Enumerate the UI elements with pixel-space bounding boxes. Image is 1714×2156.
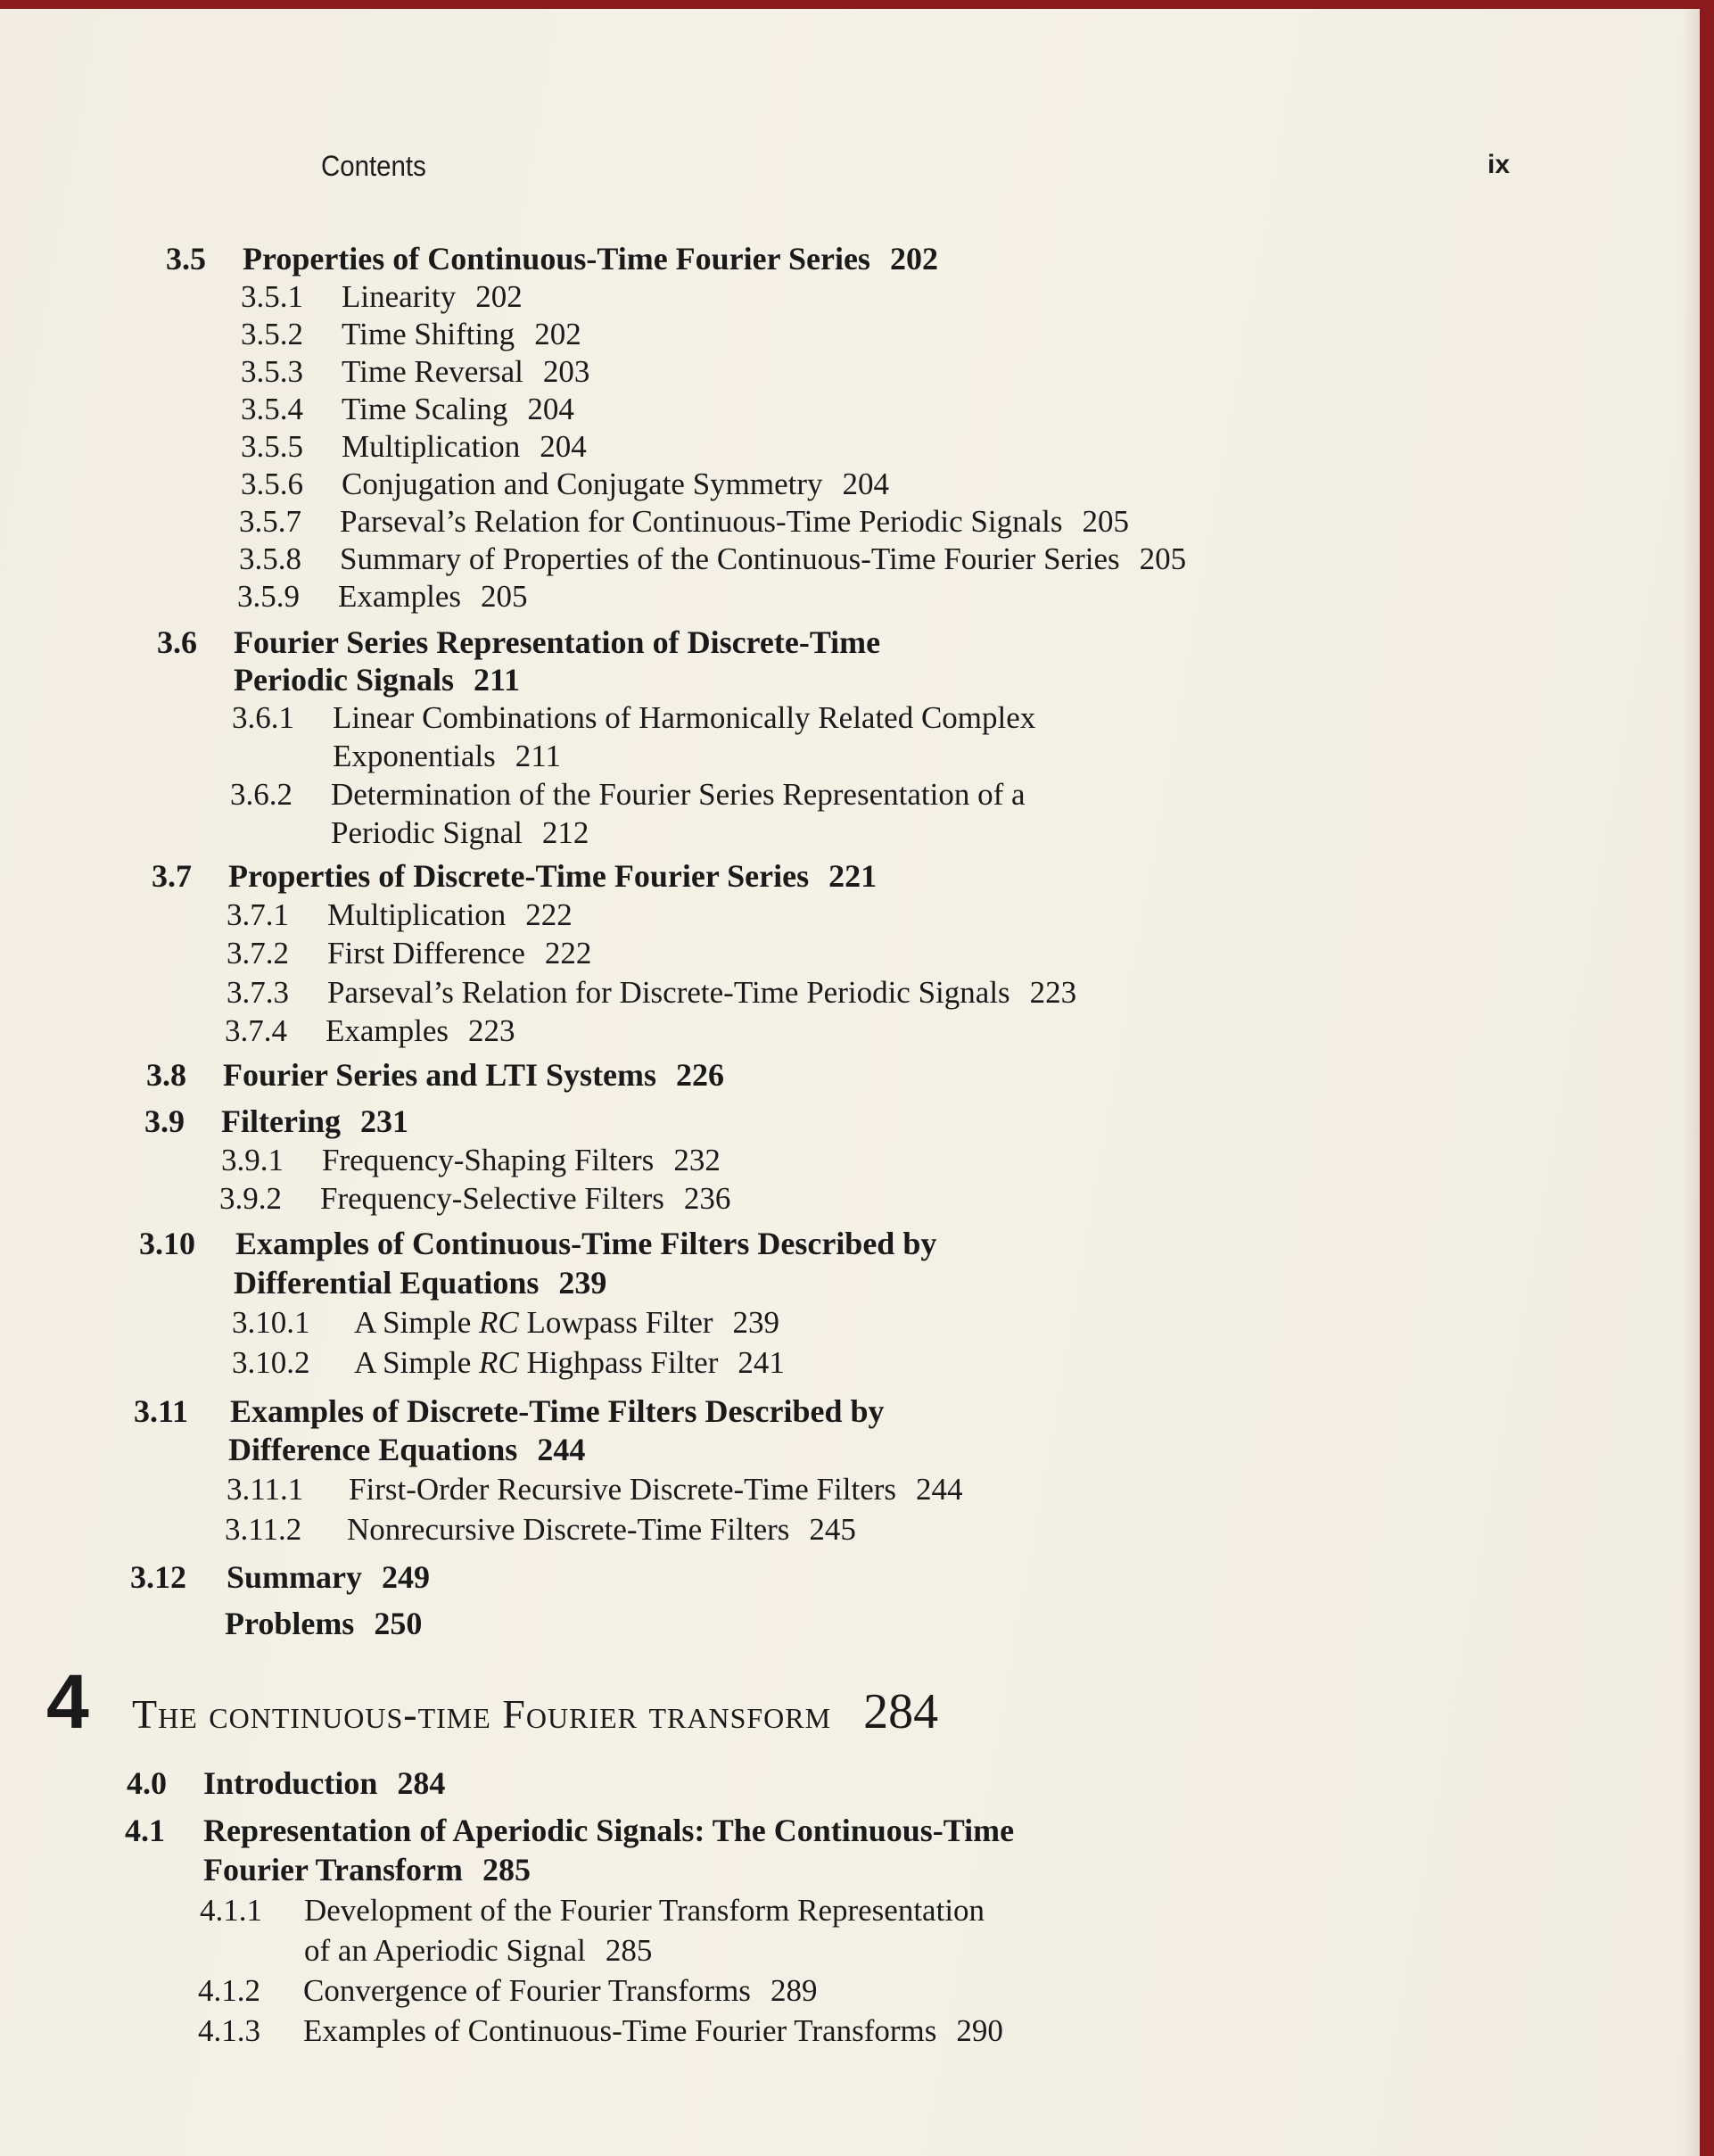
toc-subsection-3-5-6: 3.5.6 Conjugation and Conjugate Symmetry 204	[241, 467, 890, 501]
toc-subsection-3-6-1: 3.6.1 Linear Combinations of Harmonically Related Complex	[232, 700, 1036, 735]
toc-section-4-0: 4.0 Introduction 284	[127, 1765, 446, 1801]
toc-section-3-5: 3.5 Properties of Continuous-Time Fourier Series 202	[166, 241, 938, 277]
toc-subsection-4-1-1-cont: of an Aperiodic Signal 285	[304, 1933, 653, 1968]
toc-subsection-3-6-2: 3.6.2 Determination of the Fourier Series Representation of a	[230, 777, 1026, 812]
toc-subsection-3-7-3: 3.7.3 Parseval’s Relation for Discrete-Time Periodic Signals 223	[227, 975, 1077, 1010]
toc-subsection-3-5-5: 3.5.5 Multiplication 204	[241, 429, 587, 464]
toc-section-3-10: 3.10 Examples of Continuous-Time Filters Described by	[139, 1226, 937, 1261]
toc-section-3-11: 3.11 Examples of Discrete-Time Filters Described by	[134, 1393, 885, 1429]
toc-subsection-3-7-4: 3.7.4 Examples 223	[225, 1013, 515, 1048]
toc-subsection-3-7-1: 3.7.1 Multiplication 222	[227, 897, 573, 932]
toc-subsection-4-1-2: 4.1.2 Convergence of Fourier Transforms 289	[198, 1973, 818, 2008]
toc-subsection-4-1-3: 4.1.3 Examples of Continuous-Time Fourier Transforms 290	[198, 2013, 1003, 2048]
toc-subsection-3-5-7: 3.5.7 Parseval’s Relation for Continuous-Time Periodic Signals 205	[239, 504, 1129, 539]
toc-section-4-1-cont: Fourier Transform 285	[203, 1852, 531, 1888]
toc-subsection-3-6-1-cont: Exponentials 211	[333, 739, 561, 773]
running-head: Contents	[321, 150, 426, 182]
toc-subsection-3-9-2: 3.9.2 Frequency-Selective Filters 236	[219, 1181, 731, 1216]
toc-section-3-11-cont: Difference Equations 244	[228, 1432, 586, 1467]
toc-subsection-3-5-9: 3.5.9 Examples 205	[237, 579, 528, 614]
toc-section-3-8: 3.8 Fourier Series and LTI Systems 226	[146, 1057, 725, 1093]
toc-subsection-3-5-3: 3.5.3 Time Reversal 203	[241, 354, 590, 389]
toc-subsection-3-11-2: 3.11.2 Nonrecursive Discrete-Time Filters 245	[225, 1512, 856, 1547]
toc-subsection-3-9-1: 3.9.1 Frequency-Shaping Filters 232	[221, 1143, 721, 1177]
book-page	[0, 9, 1700, 2156]
toc-subsection-3-5-1: 3.5.1 Linearity 202	[241, 279, 523, 314]
toc-subsection-4-1-1: 4.1.1 Development of the Fourier Transform Representation	[200, 1893, 985, 1928]
toc-subsection-3-5-2: 3.5.2 Time Shifting 202	[241, 317, 581, 351]
toc-section-3-12: 3.12 Summary 249	[130, 1559, 430, 1595]
toc-section-3-7: 3.7 Properties of Discrete-Time Fourier Series 221	[152, 858, 878, 894]
toc-subsection-3-11-1: 3.11.1 First-Order Recursive Discrete-Time Filters 244	[227, 1472, 963, 1507]
toc-section-3-10-cont: Differential Equations 239	[234, 1265, 607, 1301]
toc-subsection-3-10-1: 3.10.1 A Simple RC Lowpass Filter 239	[232, 1305, 780, 1340]
page-number: ix	[1487, 150, 1511, 179]
toc-subsection-3-5-8: 3.5.8 Summary of Properties of the Continuous-Time Fourier Series 205	[239, 541, 1187, 576]
toc-subsection-3-5-4: 3.5.4 Time Scaling 204	[241, 392, 574, 426]
toc-section-3-6-cont: Periodic Signals 211	[234, 662, 521, 698]
toc-chapter-4: 4 The continuous-time Fourier transform 284	[46, 1659, 939, 1745]
toc-problems: Problems 250	[225, 1606, 423, 1641]
toc-subsection-3-7-2: 3.7.2 First Difference 222	[227, 936, 592, 971]
toc-subsection-3-10-2: 3.10.2 A Simple RC Highpass Filter 241	[232, 1345, 785, 1380]
toc-section-3-6: 3.6 Fourier Series Representation of Discrete-Time	[157, 624, 881, 660]
toc-section-3-9: 3.9 Filtering 231	[144, 1103, 408, 1139]
toc-section-4-1: 4.1 Representation of Aperiodic Signals: The Continuous-Time	[125, 1813, 1015, 1848]
toc-subsection-3-6-2-cont: Periodic Signal 212	[331, 815, 589, 850]
